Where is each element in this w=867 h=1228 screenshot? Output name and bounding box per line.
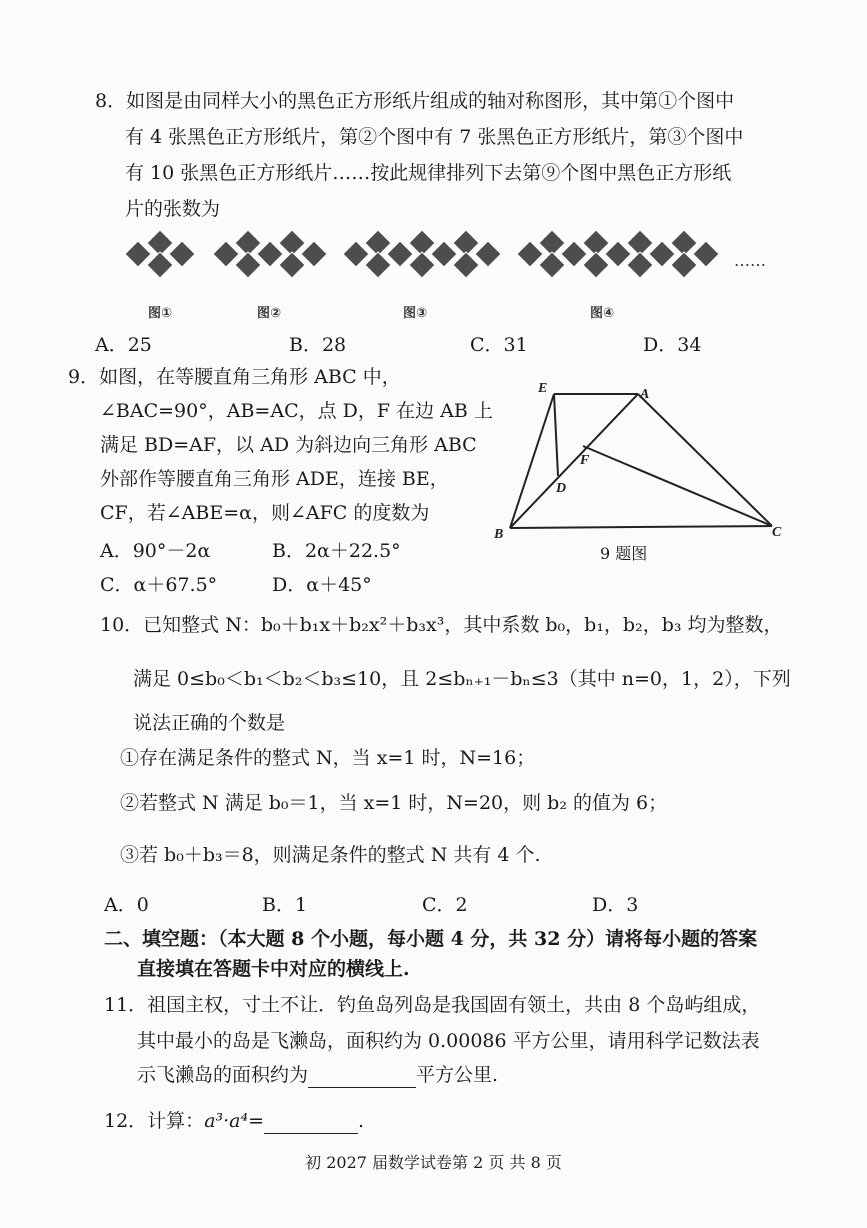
q10-line-3: 说法正确的个数是 <box>133 712 286 734</box>
q9-option-d: D．α＋45° <box>272 574 372 596</box>
black-square-tile <box>561 241 587 267</box>
q10-line-6: ③若 b₀＋b₃＝8，则满足条件的整式 N 共有 4 个. <box>120 844 541 866</box>
q8-caption-1: 图① <box>148 306 173 321</box>
black-square-tile <box>279 252 305 278</box>
q8-option-a: A．25 <box>95 334 152 356</box>
black-square-tile <box>147 252 173 278</box>
black-square-tile <box>453 252 479 278</box>
black-square-tile <box>431 241 457 267</box>
q9-option-c: C．α＋67.5° <box>100 574 218 596</box>
q12-answer-blank[interactable] <box>264 1111 358 1134</box>
page-footer: 初 2027 届数学试卷第 2 页 共 8 页 <box>305 1153 562 1172</box>
q9-line-1: 9．如图，在等腰直角三角形 ABC 中， <box>68 366 401 388</box>
q9-line-2: ∠BAC=90°，AB=AC，点 D，F 在边 AB 上 <box>100 400 493 422</box>
black-square-tile <box>387 241 413 267</box>
q9-line-4: 外部作等腰直角三角形 ADE，连接 BE， <box>100 468 449 490</box>
black-square-tile <box>539 252 565 278</box>
q8-caption-4: 图④ <box>590 306 615 321</box>
q11-answer-blank[interactable] <box>308 1065 416 1088</box>
q10-option-d: D．3 <box>592 894 639 916</box>
black-square-tile <box>235 252 261 278</box>
q10-line-2: 满足 0≤b₀＜b₁＜b₂＜b₃≤10，且 2≤bₙ₊₁－bₙ≤3（其中 n=0，1，2），下列 <box>133 668 791 690</box>
q9-option-a: A．90°－2α <box>100 540 211 562</box>
q8-line-4: 片的张数为 <box>125 198 221 220</box>
black-square-tile <box>649 241 675 267</box>
q8-option-c: C．31 <box>470 334 528 356</box>
q9-figure-caption: 9 题图 <box>600 544 648 563</box>
q8-option-b: B．28 <box>289 334 347 356</box>
section2-line-1: 二、填空题：（本大题 8 个小题，每小题 4 分，共 32 分）请将每小题的答案 <box>104 928 758 950</box>
black-square-tile <box>671 252 697 278</box>
q12-line <box>104 1108 364 1134</box>
black-square-tile <box>517 241 543 267</box>
black-square-tile <box>343 241 369 267</box>
q11-unit: 平方公里. <box>416 1064 499 1086</box>
black-square-tile <box>693 241 719 267</box>
q8-caption-2: 图② <box>257 306 282 321</box>
q9-point-c: C <box>772 525 782 540</box>
black-square-tile <box>409 252 435 278</box>
q12-expression: a³·a⁴= <box>204 1110 265 1132</box>
q8-line-2: 有 4 张黑色正方形纸片，第②个图中有 7 张黑色正方形纸片，第③个图中 <box>125 126 744 148</box>
q10-line-1: 10．已知整式 N：b₀＋b₁x＋b₂x²＋b₃x³，其中系数 b₀，b₁，b₂，b₃ 均为整数， <box>100 614 783 636</box>
black-square-tile <box>475 241 501 267</box>
q8-line-1: 8．如图是由同样大小的黑色正方形纸片组成的轴对称图形，其中第①个图中 <box>95 90 735 112</box>
q9-figure <box>490 380 790 550</box>
black-square-tile <box>257 241 283 267</box>
q8-option-d: D．34 <box>643 334 702 356</box>
black-square-tile <box>125 241 151 267</box>
q9-point-e: E <box>538 381 548 396</box>
black-square-tile <box>213 241 239 267</box>
q9-option-b: B．2α＋22.5° <box>272 540 401 562</box>
q10-option-c: C．2 <box>422 894 468 916</box>
black-square-tile <box>301 241 327 267</box>
q12-prefix: 12．计算： <box>104 1110 205 1132</box>
q11-line-2: 其中最小的岛是飞濑岛，面积约为 0.00086 平方公里，请用科学记数法表 <box>137 1030 760 1052</box>
q11-line-3-text: 示飞濑岛的面积约为 <box>137 1064 309 1086</box>
q12-suffix: . <box>358 1110 365 1132</box>
q10-line-5: ②若整式 N 满足 b₀＝1，当 x=1 时，N=20，则 b₂ 的值为 6； <box>120 792 668 814</box>
black-square-tile <box>583 252 609 278</box>
q9-point-a: A <box>640 387 650 402</box>
q8-pattern-figures <box>0 218 867 298</box>
black-square-tile <box>169 241 195 267</box>
q9-point-f: F <box>580 453 590 468</box>
q9-line-5: CF，若∠ABE=α，则∠AFC 的度数为 <box>100 502 430 524</box>
q10-option-a: A．0 <box>104 894 149 916</box>
q9-point-b: B <box>494 527 504 542</box>
black-square-tile <box>365 252 391 278</box>
q11-line-1: 11．祖国主权，寸土不让．钓鱼岛列岛是我国固有领土，共由 8 个岛屿组成， <box>104 994 761 1016</box>
black-square-tile <box>605 241 631 267</box>
black-square-tile <box>627 252 653 278</box>
q8-caption-3: 图③ <box>403 306 428 321</box>
q9-point-d: D <box>556 481 567 496</box>
q8-line-3: 有 10 张黑色正方形纸片……按此规律排列下去第⑨个图中黑色正方形纸 <box>125 162 732 184</box>
q11-line-3 <box>137 1062 498 1088</box>
q10-line-4: ①存在满足条件的整式 N，当 x=1 时，N=16； <box>120 747 536 769</box>
q9-line-3: 满足 BD=AF，以 AD 为斜边向三角形 ABC <box>100 434 477 456</box>
section2-line-2: 直接填在答题卡中对应的横线上. <box>137 958 410 980</box>
q8-ellipsis: …… <box>734 251 766 270</box>
q10-option-b: B．1 <box>262 894 308 916</box>
